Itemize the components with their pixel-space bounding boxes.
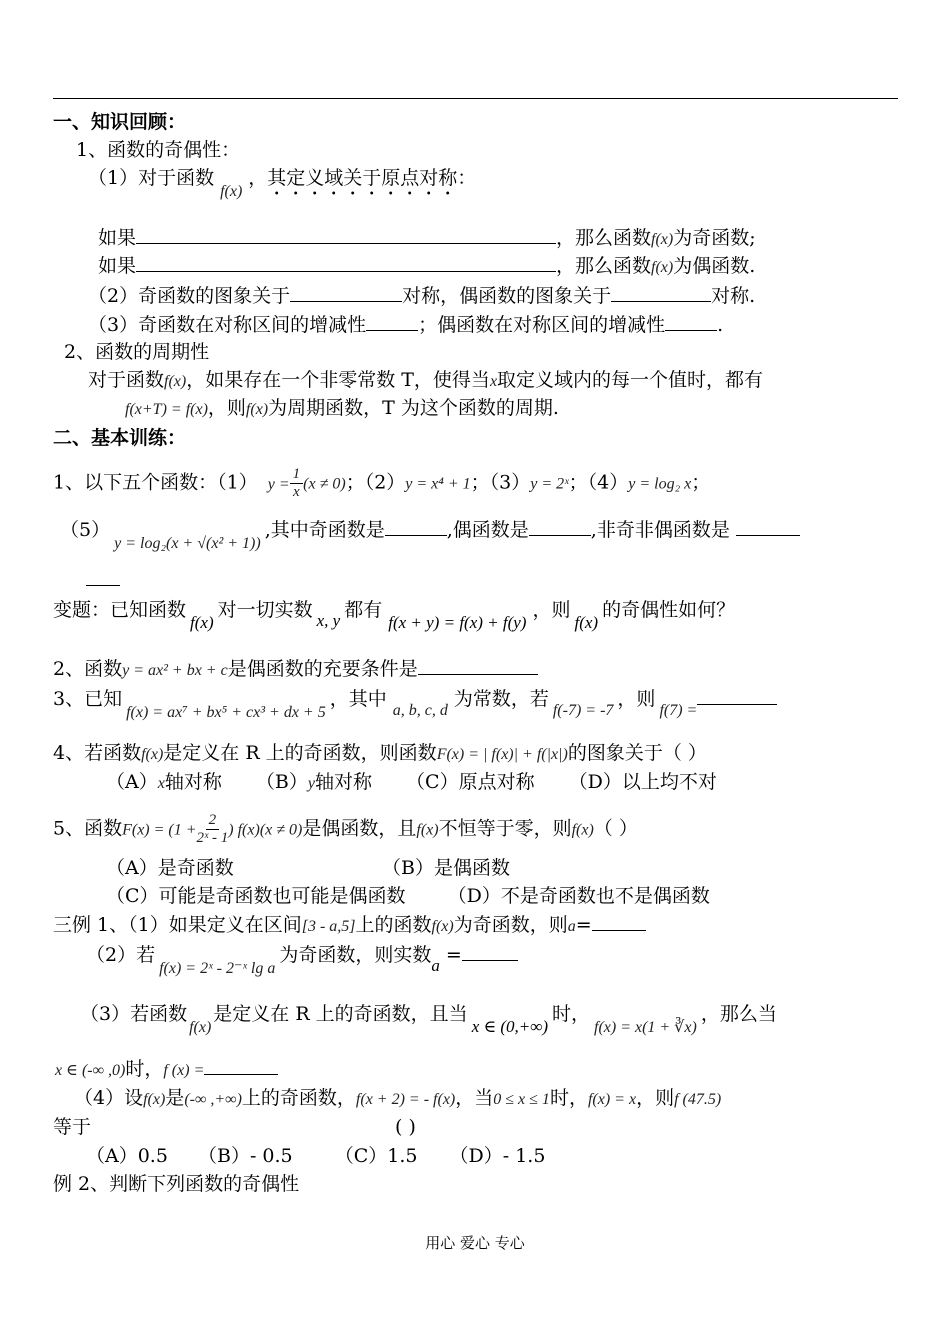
e4-option-d[interactable]: （D）- 1.5	[449, 1145, 546, 1167]
blank-odd-symmetry[interactable]	[290, 283, 402, 302]
blank-neither-functions[interactable]	[736, 517, 800, 536]
blank-odd-functions[interactable]	[385, 517, 447, 536]
blank-even-monotonic[interactable]	[665, 312, 717, 331]
e4-option-c[interactable]: （C）1.5	[334, 1145, 418, 1167]
blank-e1-a[interactable]	[592, 912, 646, 931]
line-period-eq: f(x+T) = f(x)，则f(x)为周期函数，T 为这个函数的周期.	[125, 397, 559, 419]
example-1-part-4: （4）设f(x)是(-∞ ,+∞)上的奇函数，f(x + 2) = - f(x)，当0 ≤ x ≤ 1时，f(x) = x，则f (47.5)	[74, 1087, 722, 1109]
blank-e2-a[interactable]	[462, 942, 518, 961]
blank-q3[interactable]	[697, 686, 777, 705]
q4-option-c[interactable]: （C）原点对称	[406, 771, 535, 793]
section-heading-2: 二、基本训练：	[53, 427, 187, 449]
blank-even-condition[interactable]	[136, 253, 556, 272]
example-1-part-3: （3）若函数$_{f(x)}$是定义在 R 上的奇函数，且当x ∈ (0,+∞)时，$_{f(x) = x(1 + ∛x)}$，那么当	[80, 1003, 777, 1036]
q4-option-a[interactable]: （A）x轴对称	[106, 771, 222, 793]
blank-even-functions[interactable]	[529, 517, 591, 536]
blank-e3[interactable]	[204, 1056, 278, 1075]
line-even-def: 如果 ，那么函数f(x)为偶函数.	[98, 255, 756, 277]
top-rule	[53, 98, 898, 99]
question-4-options	[106, 770, 717, 796]
example-1-part-1: 三例 1、（1）如果定义在区间[3 - a,5]上的函数f(x)为奇函数，则a=	[53, 912, 646, 939]
e4-option-b[interactable]: （B）- 0.5	[198, 1145, 293, 1167]
question-5-options-cd	[106, 884, 710, 908]
section-heading-1: 一、知识回顾：	[53, 111, 187, 133]
question-3: 3、已知$_{f(x) = ax^7 + bx^5 + cx^3 + dx + 5}$，其中$_{a, b, c, d}$为常数，若$_{f(-7) = -7}$，则$_{f(7) =}$	[53, 686, 777, 713]
answer-paren: ( )	[395, 1116, 416, 1138]
line-monotonic: （3）奇函数在对称区间的增减性 ；偶函数在对称区间的增减性 .	[88, 314, 724, 336]
line-odd-def: 如果 ，那么函数f(x)为奇函数;	[98, 227, 756, 249]
line-symmetry: （2）奇函数的图象关于 对称，偶函数的图象关于 对称.	[88, 285, 756, 307]
q5-option-d[interactable]: （D）不是奇函数也不是偶函数	[447, 885, 710, 907]
line-odd-even-intro: （1）对于函数$_{f(x)}$，其定义域关于原点对称：	[88, 167, 477, 200]
item-periodicity: 2、函数的周期性	[64, 341, 210, 363]
example-2-heading: 例 2、判断下列函数的奇偶性	[53, 1173, 300, 1195]
q4-option-b[interactable]: （B）y轴对称	[255, 771, 372, 793]
blank-odd-monotonic[interactable]	[366, 312, 418, 331]
q5-option-a[interactable]: （A）是奇函数	[106, 857, 234, 879]
question-4: 4、若函数f(x)是定义在 R 上的奇函数，则函数F(x) = | f(x)| + f(|x|)的图象关于（ ）	[53, 742, 707, 764]
question-5-options-ab	[106, 856, 510, 880]
q4-option-d[interactable]: （D）以上均不对	[568, 771, 717, 793]
e4-option-a[interactable]: （A）0.5	[86, 1145, 168, 1167]
question-2: 2、函数y = ax² + bx + c是偶函数的充要条件是	[53, 656, 538, 683]
q5-option-c[interactable]: （C）可能是奇函数也可能是偶函数	[106, 885, 406, 907]
question-1: 1、以下五个函数：（1） y = $\frac{1}{x}$ (x ≠ 0)；（2）y = x⁴ + 1；（3）y = 2ˣ；（4）y = log₂ x；	[53, 466, 711, 500]
variant-question: 变题：已知函数f(x)对一切实数 x, y 都有f(x + y) = f(x) + f(y)，则f(x)的奇偶性如何？	[53, 599, 736, 632]
blank-neither-wrap	[86, 571, 120, 586]
example-1-part-4-cont: 等于 ( )	[53, 1116, 416, 1138]
question-1-blank-wrap	[86, 568, 120, 592]
line-period-def: 对于函数f(x)，如果存在一个非零常数 T，使得当x取定义域内的每一个值时，都有	[88, 369, 764, 391]
blank-q2[interactable]	[418, 656, 538, 675]
example-1-part-4-options	[86, 1144, 545, 1168]
example-1-part-2: （2）若$_{f(x) = 2ˣ - 2^-ˣ lg a}$为奇函数，则实数a =	[86, 942, 518, 969]
page-footer: 用心 爱心 专心	[425, 1234, 525, 1252]
example-1-part-3-cont: x ∈ (-∞ ,0)时，f (x) =	[55, 1056, 278, 1083]
blank-even-symmetry[interactable]	[611, 283, 711, 302]
blank-odd-condition[interactable]	[136, 225, 556, 244]
item-parity: 1、函数的奇偶性：	[76, 139, 241, 161]
question-1-cont: $(5)_{y = log_2(x + √(x^2 + 1))}$,其中奇函数是 ,偶函数是 ,非奇非偶函数是	[60, 517, 800, 544]
question-5: 5、函数F(x) = (1 + $\frac{2}{\text{2ˣ - 1}}$ ) f(x)(x ≠ 0)是偶函数，且f(x)不恒等于零，则f(x)（ ）	[53, 812, 638, 846]
q5-option-b[interactable]: （B）是偶函数	[382, 857, 510, 879]
